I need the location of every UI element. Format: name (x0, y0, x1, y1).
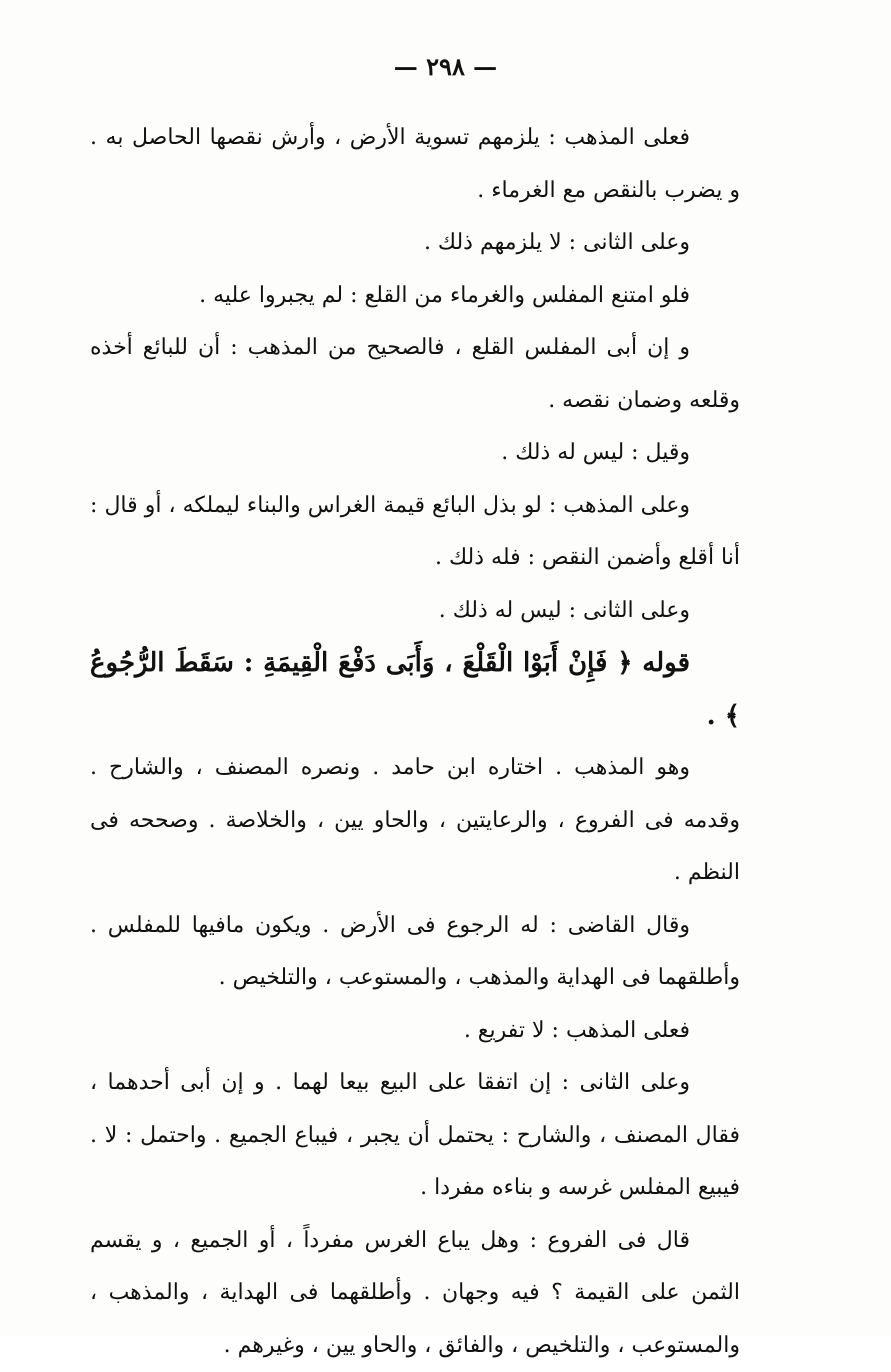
paragraph: وعلى المذهب : لو بذل البائع قيمة الغراس والبناء ليملكه ، أو قال : أنا أقلع وأضمن النقص : فله ذلك . (90, 480, 740, 585)
page-number: — ٢٩٨ — (0, 52, 891, 81)
paragraph: فعلى المذهب : لا تفريع . (90, 1005, 740, 1058)
paragraph: وعلى الثانى : ليس له ذلك . (90, 585, 740, 638)
page-body (90, 112, 740, 1372)
paragraph: وعلى الثانى : لا يلزمهم ذلك . (90, 217, 740, 270)
paragraph: وقال القاضى : له الرجوع فى الأرض . ويكون مافيها للمفلس . وأطلقهما فى الهداية والمذهب ، والمستوعب ، والتلخيص . (90, 900, 740, 1005)
paragraph: و إن أبى المفلس القلع ، فالصحيح من المذهب : أن للبائع أخذه وقلعه وضمان نقصه . (90, 322, 740, 427)
paragraph: وعلى الثانى : إن اتفقا على البيع بيعا لهما . و إن أبى أحدهما ، فقال المصنف ، والشارح : يحتمل أن يجبر ، فيباع الجميع . واحتمل : لا . فيبيع المفلس غرسه و بناءه مفردا . (90, 1057, 740, 1215)
paragraph: فلو امتنع المفلس والغرماء من القلع : لم يجبروا عليه . (90, 270, 740, 323)
paragraph: فعلى المذهب : يلزمهم تسوية الأرض ، وأرش نقصها الحاصل به . و يضرب بالنقص مع الغرماء . (90, 112, 740, 217)
paragraph: وقيل : ليس له ذلك . (90, 427, 740, 480)
paragraph: وهو المذهب . اختاره ابن حامد . ونصره المصنف ، والشارح . وقدمه فى الفروع ، والرعايتين ، والحاو يين ، والخلاصة . وصححه فى النظم . (90, 742, 740, 900)
quoted-text-heading: قوله ﴿ فَإِنْ أَبَوْا الْقَلْعَ ، وَأَبَى دَفْعَ الْقِيمَةِ : سَقَطَ الرُّجُوعُ ﴾ . (90, 637, 740, 742)
paragraph: قال فى الفروع : وهل يباع الغرس مفرداً ، أو الجميع ، و يقسم الثمن على القيمة ؟ فيه وجهان . وأطلقهما فى الهداية ، والمذهب ، والمستوعب ، والتلخيص ، والفائق ، والحاو يين ، وغيرهم . (90, 1215, 740, 1372)
